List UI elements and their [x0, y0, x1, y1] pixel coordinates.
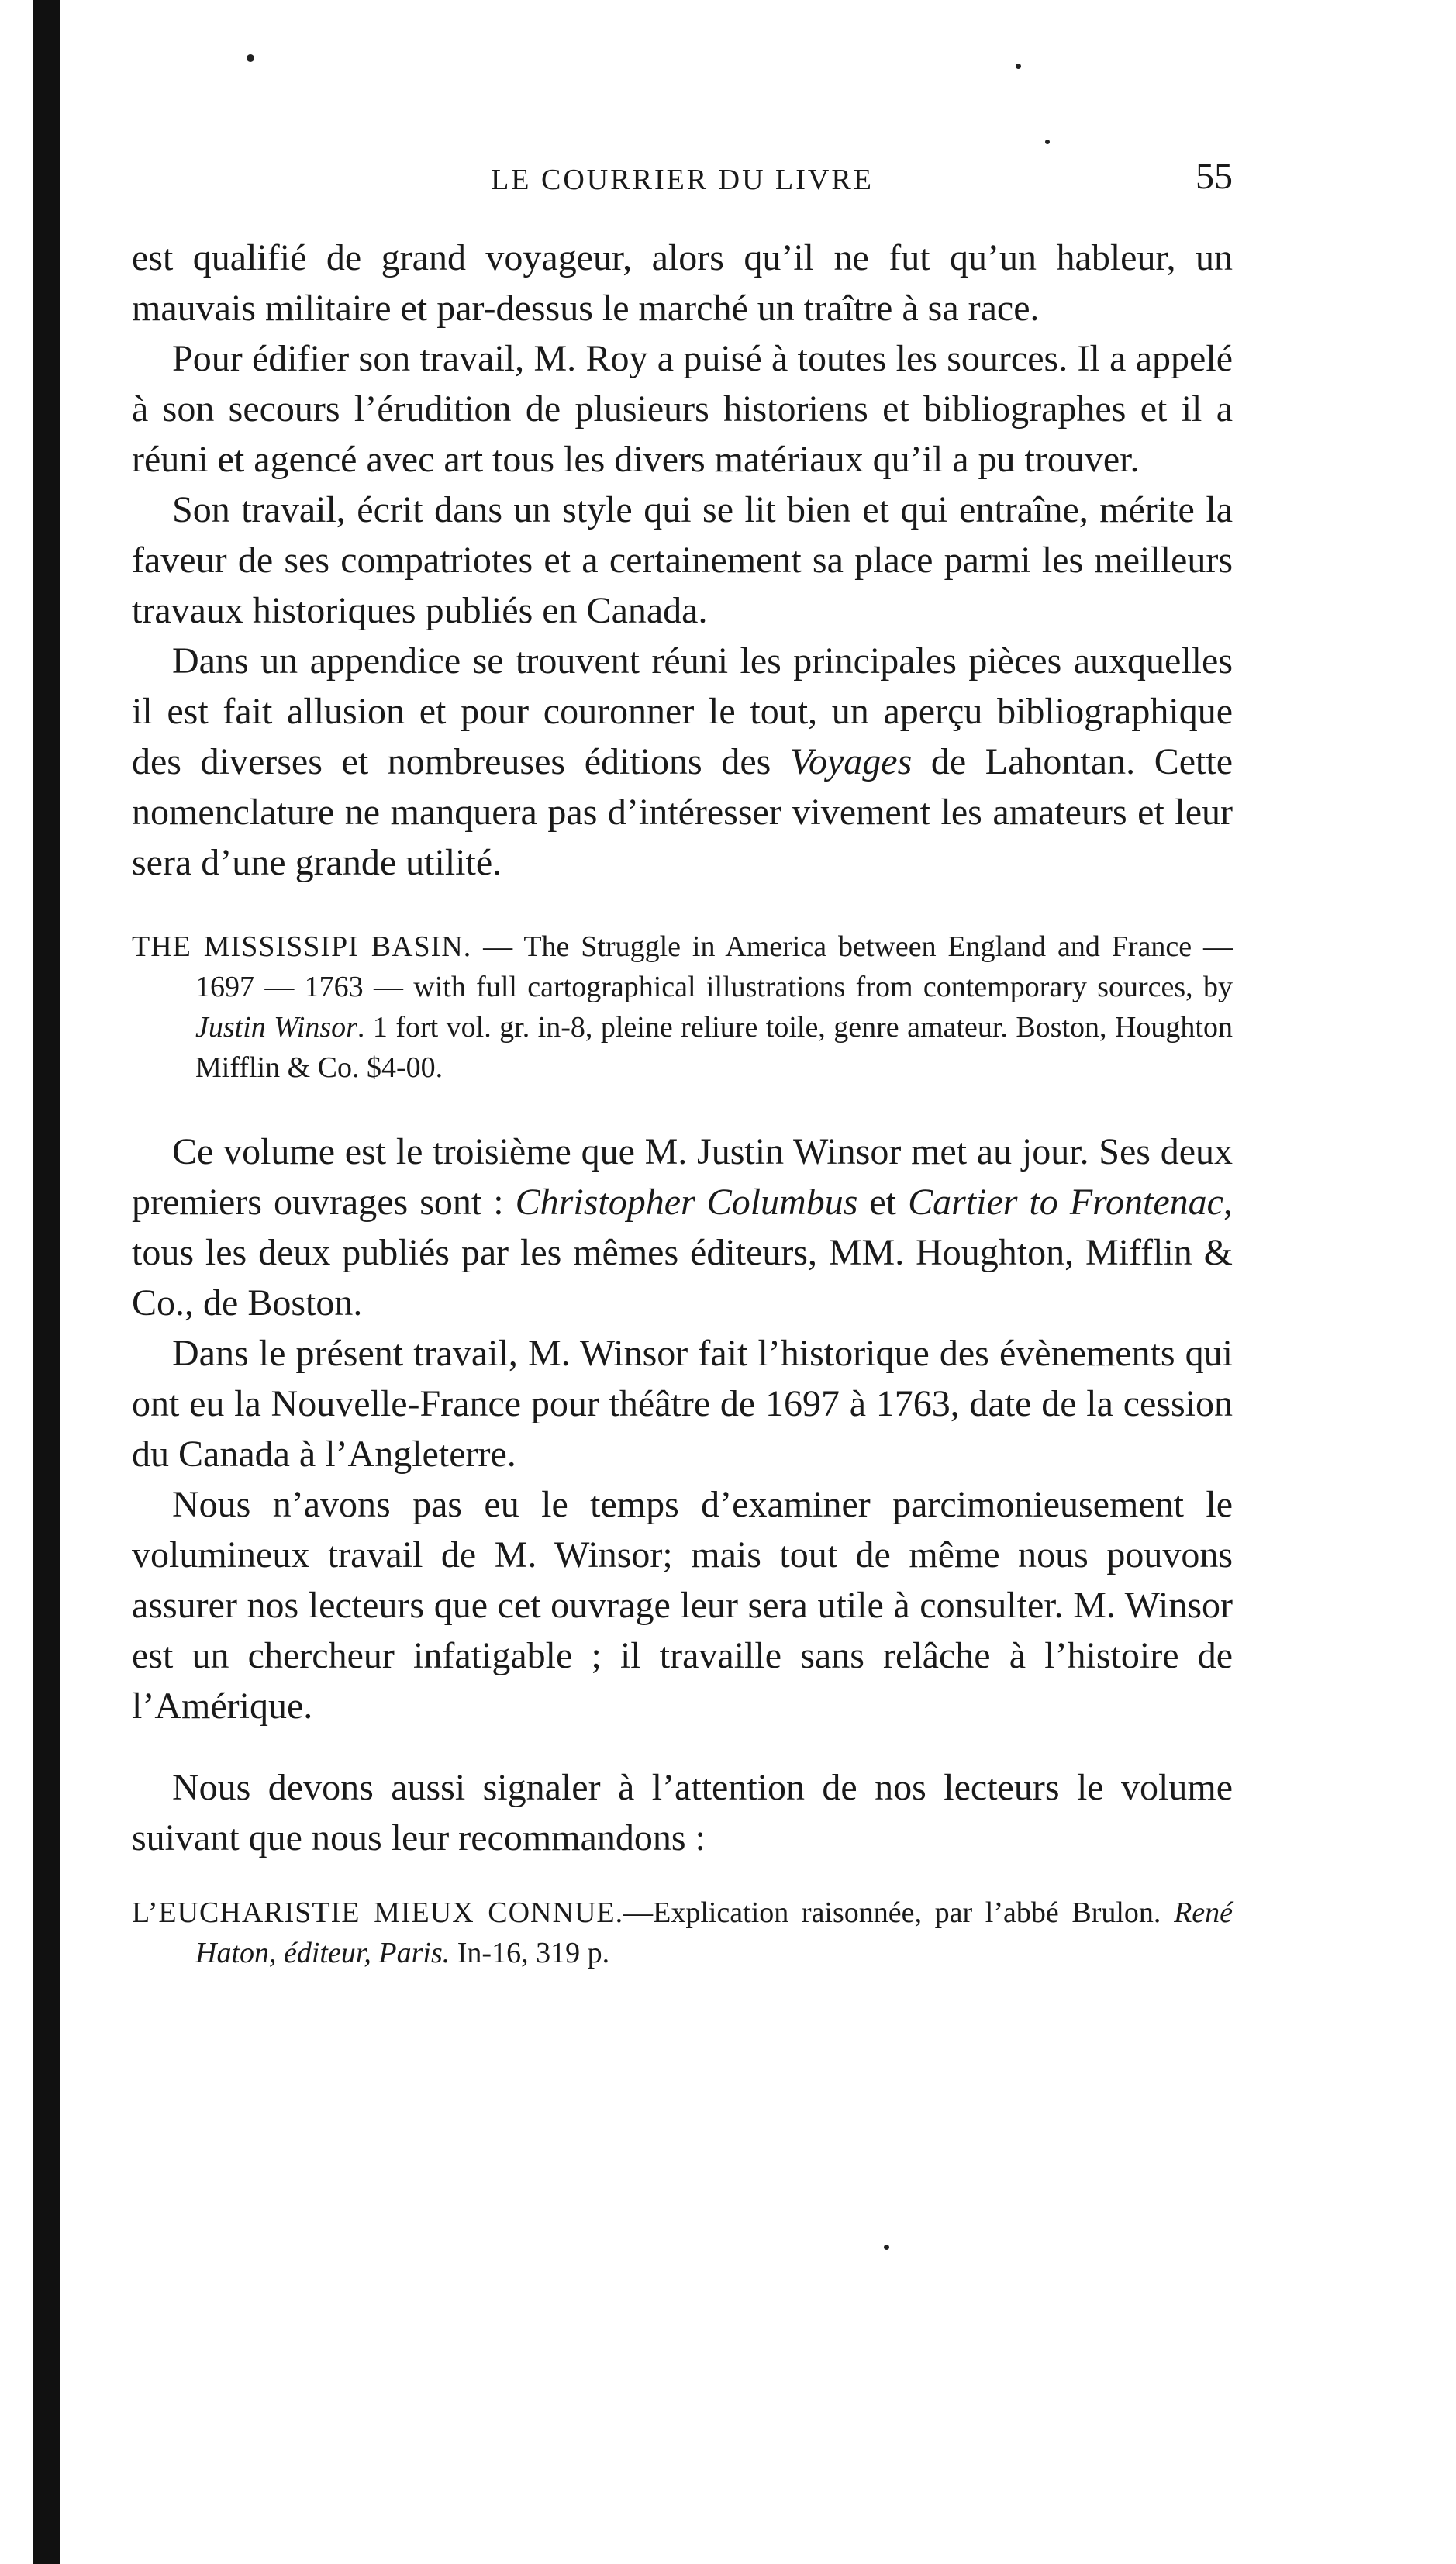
paragraph-5-italic-1: Christopher Columbus — [515, 1182, 858, 1223]
paragraph-5-text-b: et — [857, 1182, 909, 1223]
page-binding-edge — [33, 0, 60, 2564]
bib-entry-2-publisher: René Haton, éditeur, Paris. — [195, 1896, 1233, 1969]
bib-entry-2-heading: L’EUCHARISTIE MIEUX CONNUE. — [132, 1896, 624, 1929]
page-number: 55 — [1196, 156, 1233, 197]
paragraph-3: Son travail, écrit dans un style qui se lit bien et qui entraîne, mérite la faveur de ses compatriotes et a certainement sa place parmi les meilleurs travaux historiques publiés en Canada. — [132, 489, 1233, 631]
bib-entry-1-author: Justin Winsor — [195, 1011, 357, 1044]
paragraph-6: Dans le présent travail, M. Winsor fait l’historique des évènements qui ont eu la Nouvelle-France pour théâtre de 1697 à 1763, date de la cession du Canada à l’Angleterre. — [132, 1333, 1233, 1475]
print-speck — [1016, 64, 1021, 69]
paragraph-7: Nous n’avons pas eu le temps d’examiner parcimonieusement le volumineux travail de M. Winsor; mais tout de même nous pouvons assurer nos lecteurs que cet ouvrage leur sera utile à consulter. M. Winsor est un chercheur infatigable ; il travaille sans relâche à l’histoire de l’Amérique. — [132, 1484, 1233, 1727]
bibliography-entry-2 — [132, 1893, 1233, 1973]
bib-entry-2-text-b: In-16, 319 p. — [450, 1937, 610, 1969]
bib-entry-2-text-a: —Explication raisonnée, par l’abbé Brulon. — [623, 1896, 1175, 1929]
page-content — [132, 233, 1233, 1973]
paragraph-5-text-a: Ce volume est le troisième que M. Justin Winsor met au jour. Ses deux premiers ouvrages sont : — [132, 1131, 1233, 1223]
paragraph-5-text-c: , tous les deux publiés par les mêmes éditeurs, MM. Houghton, Mifflin & Co., de Boston. — [132, 1182, 1233, 1323]
paragraph-8: Nous devons aussi signaler à l’attention de nos lecteurs le volume suivant que nous leur recommandons : — [132, 1767, 1233, 1858]
print-speck — [884, 2245, 889, 2250]
bibliography-entry-1 — [132, 927, 1233, 1088]
paragraph-1: est qualifié de grand voyageur, alors qu’il ne fut qu’un hableur, un mauvais militaire et par-dessus le marché un traître à sa race. — [132, 237, 1233, 329]
print-speck — [1045, 140, 1050, 144]
bib-entry-1-text-b: . 1 fort vol. gr. in-8, pleine reliure toile, genre amateur. Boston, Houghton Mifflin & Co. $4-00. — [195, 1011, 1233, 1084]
paragraph-4 — [132, 636, 1233, 888]
paragraph-4-italic: Voyages — [789, 741, 913, 782]
paragraph-4-text-b: de Lahontan. Cette nomenclature ne manquera pas d’intéresser vivement les amateurs et leur sera d’une grande utilité. — [132, 741, 1233, 883]
paragraph-2: Pour édifier son travail, M. Roy a puisé à toutes les sources. Il a appelé à son secours l’érudition de plusieurs historiens et bibliographes et il a réuni et agencé avec art tous les divers matériaux qu’il a pu trouver. — [132, 338, 1233, 480]
paragraph-5-italic-2: Cartier to Frontenac — [908, 1182, 1223, 1223]
running-title: LE COURRIER DU LIVRE — [491, 164, 874, 196]
print-speck — [247, 54, 254, 62]
page-header — [132, 155, 1233, 209]
paragraph-4-text-a: Dans un appendice se trouvent réuni les principales pièces auxquelles il est fait allusion et pour couronner le tout, un aperçu bibliographique des diverses et nombreuses éditions des — [132, 640, 1233, 782]
bib-entry-1-text-a: — The Struggle in America between England and France — 1697 — 1763 — with full cartographical illustrations from contemporary sources, by — [195, 930, 1233, 1003]
bib-entry-1-heading: THE MISSISSIPI BASIN. — [132, 930, 472, 963]
paragraph-5 — [132, 1127, 1233, 1328]
